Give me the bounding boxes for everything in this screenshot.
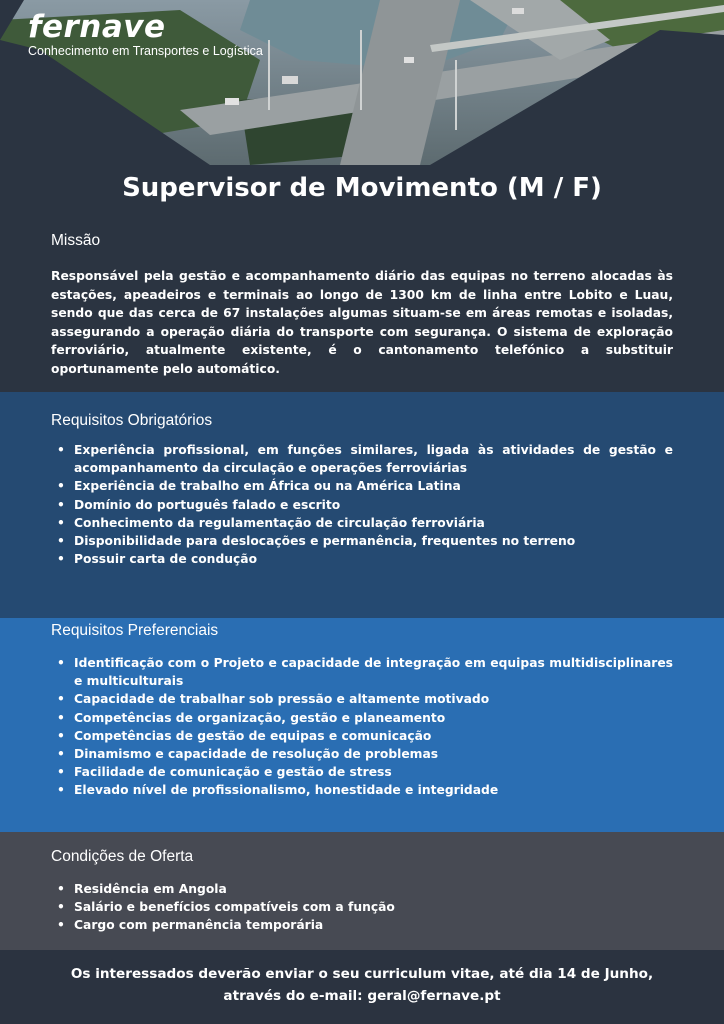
list-item: • Experiência de trabalho em África ou na América Latina [57,477,673,495]
list-item: • Capacidade de trabalhar sob pressão e altamente motivado [57,690,673,708]
list-item: • Identificação com o Projeto e capacidade de integração em equipas multidisciplinares e multiculturais [57,654,673,690]
list-item: • Salário e benefícios compatíveis com a função [57,898,673,916]
logo-wordmark: fernave [28,9,166,45]
mission-heading: Missão [51,232,101,249]
offer-heading: Condições de Oferta [51,848,194,865]
list-item: • Competências de gestão de equipas e comunicação [57,727,673,745]
list-item: • Residência em Angola [57,880,673,898]
mission-text: Responsável pela gestão e acompanhamento diário das equipas no terreno alocadas às estações, apeadeiros e terminais ao longo de 1300 km de linha entre Lobito e Luau, sendo que das cerca de 67 instalações algumas situam-se em áreas remotas e isoladas, assegurando a operação diária do transporte com segurança. O sistema de exploração ferroviário, atualmente existente, é o cantonamento telefónico a substituir oportunamente pelo automático. [51,269,673,376]
preferred-list [57,654,673,800]
list-item: • Possuir carta de condução [57,550,673,568]
list-item: • Elevado nível de profissionalismo, honestidade e integridade [57,781,673,799]
required-list [57,441,673,568]
page-title: Supervisor de Movimento (M / F) [122,173,602,203]
hero-banner [0,0,724,165]
list-item: • Cargo com permanência temporária [57,916,673,934]
fernave-logo [28,10,263,58]
application-instructions [0,963,724,1007]
list-item: • Domínio do português falado e escrito [57,496,673,514]
list-item: • Experiência profissional, em funções similares, ligada às atividades de gestão e acompanhamento da circulação e operações ferroviárias [57,441,673,477]
preferred-heading: Requisitos Preferenciais [51,622,219,639]
footer-line-1: Os interessados deverão enviar o seu curriculum vitae, até dia 14 de Junho, [70,966,654,982]
logo-tagline: Conhecimento em Transportes e Logística [28,44,263,58]
required-heading: Requisitos Obrigatórios [51,412,213,429]
list-item: • Disponibilidade para deslocações e permanência, frequentes no terreno [57,532,673,550]
list-item: • Conhecimento da regulamentação de circulação ferroviária [57,514,673,532]
list-item: • Competências de organização, gestão e planeamento [57,709,673,727]
footer-line-2: através do e-mail: geral@fernave.pt [223,988,501,1004]
list-item: • Dinamismo e capacidade de resolução de problemas [57,745,673,763]
offer-list [57,880,673,935]
list-item: • Facilidade de comunicação e gestão de stress [57,763,673,781]
